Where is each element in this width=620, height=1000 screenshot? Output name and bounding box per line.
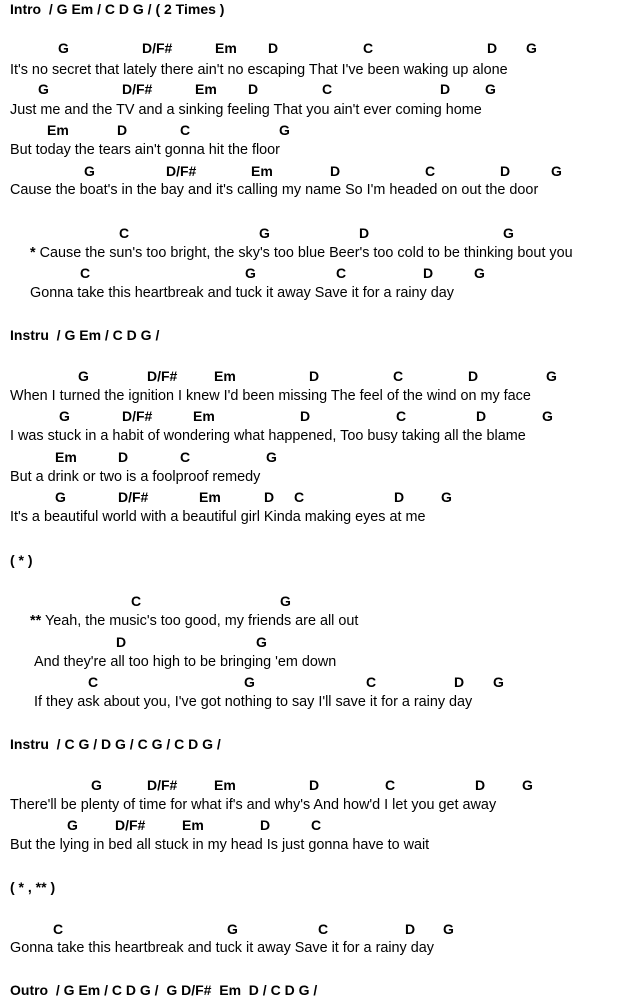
chord: C xyxy=(425,163,436,179)
lyric-line: And they're all too high to be bringing 'em down xyxy=(34,654,337,670)
chord: C xyxy=(311,817,322,833)
chord: D xyxy=(468,368,479,384)
chord: Em xyxy=(47,122,69,138)
chord: Em xyxy=(55,449,77,465)
chord: C xyxy=(393,368,404,384)
lyric-line: But a drink or two is a foolproof remedy xyxy=(10,469,261,485)
chord: D xyxy=(118,449,129,465)
instru-header: Instru / G Em / C D G / xyxy=(10,327,160,343)
chord: D xyxy=(309,368,320,384)
chord: G xyxy=(245,265,256,281)
chord: D xyxy=(268,40,279,56)
chord: C xyxy=(119,225,130,241)
chord: D xyxy=(476,408,487,424)
chord: Em xyxy=(251,163,273,179)
chorus-line xyxy=(30,244,573,262)
chord: C xyxy=(336,265,347,281)
lyric-line: But today the tears ain't gonna hit the floor xyxy=(10,142,280,158)
chord: G xyxy=(546,368,557,384)
chord: D/F# xyxy=(147,777,178,793)
chord: G xyxy=(503,225,514,241)
chord: G xyxy=(493,674,504,690)
chord: G xyxy=(522,777,533,793)
chord: D/F# xyxy=(147,368,178,384)
chord: C xyxy=(131,593,142,609)
lyric-line: Gonna take this heartbreak and tuck it away Save it for a rainy day xyxy=(10,940,434,956)
chord: G xyxy=(38,81,49,97)
chord: Em xyxy=(199,489,221,505)
chord: Em xyxy=(182,817,204,833)
lyric-line: I was stuck in a habit of wondering what happened, Too busy taking all the blame xyxy=(10,428,526,444)
chord: G xyxy=(58,40,69,56)
chord: D xyxy=(475,777,486,793)
chord: D xyxy=(500,163,511,179)
chord: G xyxy=(259,225,270,241)
chord: C xyxy=(88,674,99,690)
chord: G xyxy=(84,163,95,179)
chord: C xyxy=(318,921,329,937)
bridge-line xyxy=(30,612,358,630)
chord: C xyxy=(396,408,407,424)
chord: D xyxy=(487,40,498,56)
chord: G xyxy=(67,817,78,833)
chord: G xyxy=(526,40,537,56)
chord: C xyxy=(385,777,396,793)
chord: D/F# xyxy=(115,817,146,833)
chord: D xyxy=(405,921,416,937)
lyric-text: Yeah, the music's too good, my friends are all out xyxy=(44,613,359,629)
chord: D xyxy=(264,489,275,505)
chord: D/F# xyxy=(122,81,153,97)
chord: C xyxy=(80,265,91,281)
chorus-marker: * xyxy=(30,245,36,261)
chord: G xyxy=(441,489,452,505)
lyric-line: But the lying in bed all stuck in my head Is just gonna have to wait xyxy=(10,837,430,853)
lyric-line: It's no secret that lately there ain't no escaping That I've been waking up alone xyxy=(10,62,508,78)
chord: D xyxy=(359,225,370,241)
chord: D/F# xyxy=(122,408,153,424)
chord: G xyxy=(443,921,454,937)
chord: G xyxy=(227,921,238,937)
chord: C xyxy=(366,674,377,690)
chord: G xyxy=(485,81,496,97)
chord: Em xyxy=(215,40,237,56)
chord: G xyxy=(279,122,290,138)
lyric-line: If they ask about you, I've got nothing to say I'll save it for a rainy day xyxy=(34,694,473,710)
chord: D xyxy=(248,81,259,97)
chord: G xyxy=(280,593,291,609)
chord: D xyxy=(440,81,451,97)
chord: G xyxy=(55,489,66,505)
chord: C xyxy=(180,449,191,465)
lyric-line: Just me and the TV and a sinking feeling That you ain't ever coming home xyxy=(10,102,482,118)
chord: D xyxy=(394,489,405,505)
chord: D xyxy=(116,634,127,650)
bridge-marker: ** xyxy=(30,613,42,629)
lyric-text: Cause the sun's too bright, the sky's too blue Beer's too cold to be thinking bout you xyxy=(39,245,573,261)
lyric-line: When I turned the ignition I knew I'd been missing The feel of the wind on my face xyxy=(10,388,531,404)
chord: G xyxy=(266,449,277,465)
chord: G xyxy=(59,408,70,424)
lyric-line: There'll be plenty of time for what if's and why's And how'd I let you get away xyxy=(10,797,497,813)
chord: C xyxy=(180,122,191,138)
chord: C xyxy=(322,81,333,97)
instru-header: Instru / C G / D G / C G / C D G / xyxy=(10,736,221,752)
lyric-line: It's a beautiful world with a beautiful girl Kinda making eyes at me xyxy=(10,509,426,525)
chord: D/F# xyxy=(142,40,173,56)
chord: D/F# xyxy=(166,163,197,179)
chord: G xyxy=(474,265,485,281)
chord: D/F# xyxy=(118,489,149,505)
chord: D xyxy=(260,817,271,833)
repeat-marker: ( * ) xyxy=(10,552,33,568)
chord: G xyxy=(244,674,255,690)
repeat-marker: ( * , ** ) xyxy=(10,879,56,895)
chord: Em xyxy=(193,408,215,424)
chord: C xyxy=(363,40,374,56)
chord: Em xyxy=(214,368,236,384)
chord: C xyxy=(294,489,305,505)
chord: D xyxy=(309,777,320,793)
chord: Em xyxy=(214,777,236,793)
chord: D xyxy=(454,674,465,690)
chord: D xyxy=(423,265,434,281)
chord: Em xyxy=(195,81,217,97)
chord: D xyxy=(117,122,128,138)
chord: G xyxy=(551,163,562,179)
chord: G xyxy=(542,408,553,424)
intro-header: Intro / G Em / C D G / ( 2 Times ) xyxy=(10,1,225,17)
chord: G xyxy=(91,777,102,793)
lyric-line: Gonna take this heartbreak and tuck it away Save it for a rainy day xyxy=(30,285,454,301)
lyric-line: Cause the boat's in the bay and it's calling my name So I'm headed on out the door xyxy=(10,182,539,198)
chord: G xyxy=(78,368,89,384)
chord: G xyxy=(256,634,267,650)
chord: D xyxy=(330,163,341,179)
chord: C xyxy=(53,921,64,937)
outro-header: Outro / G Em / C D G / G D/F# Em D / C D G / xyxy=(10,982,318,998)
chord: D xyxy=(300,408,311,424)
